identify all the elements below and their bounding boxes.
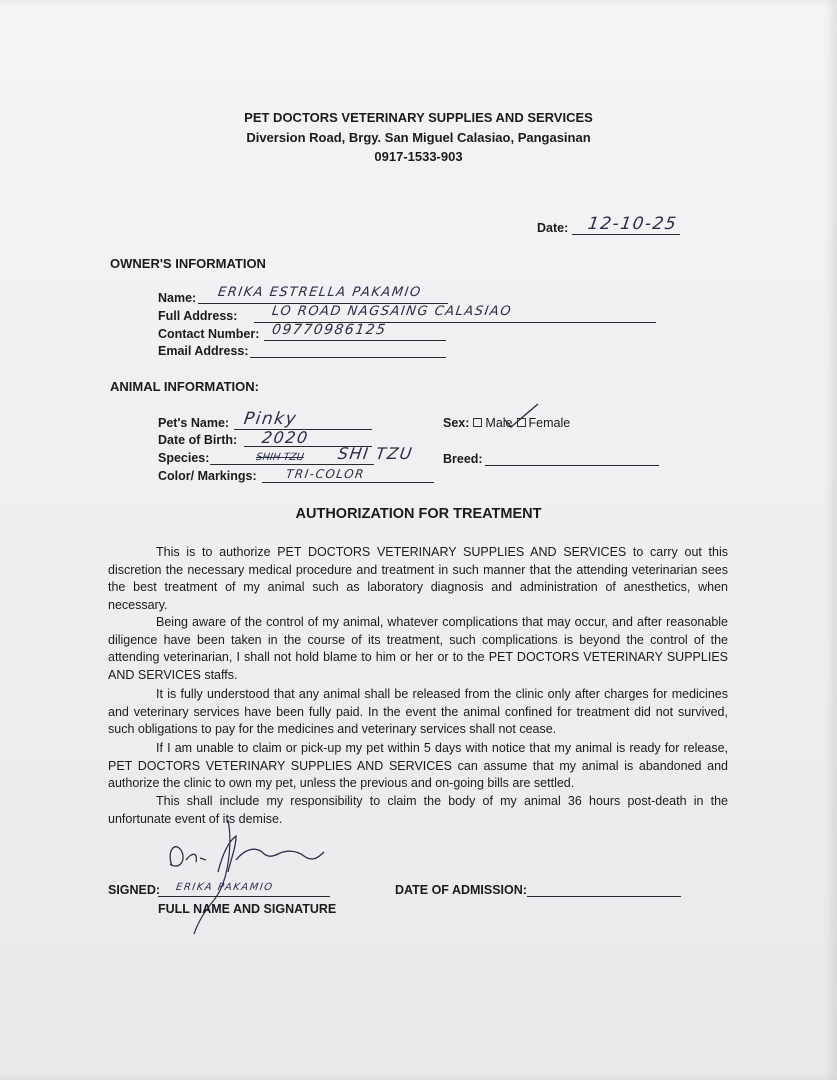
pet-name-label: Pet's Name: <box>158 416 230 430</box>
admission-label: DATE OF ADMISSION: <box>395 883 527 897</box>
color-label: Color/ Markings: <box>158 469 257 483</box>
date-label: Date: <box>537 221 569 235</box>
authorization-paragraph-1: This is to authorize PET DOCTORS VETERINARY SUPPLIES AND SERVICES to carry out this discretion the necessary medical procedure and treatment in such manner that the attending veterinarian sees the best treatment of my animal such as laboratory diagnosis and administration of anesthetics, when necessary. <box>108 545 728 612</box>
owner-heading: OWNER'S INFORMATION <box>110 256 266 271</box>
female-label: Female <box>528 416 571 430</box>
signature-caption: FULL NAME AND SIGNATURE <box>158 902 337 916</box>
name-value: ERIKA ESTRELLA PAKAMIO <box>216 285 423 300</box>
authorization-paragraph-3: It is fully understood that any animal shall be released from the clinic only after charges for medicines and veterinary services have been fully paid. In the event the animal confined for treatment did not survived, such obligations to pay for the medicines and veterinary services shall not cease. <box>108 687 728 737</box>
company-phone: 0917-1533-903 <box>374 149 463 164</box>
email-label: Email Address: <box>158 344 249 358</box>
animal-heading: ANIMAL INFORMATION: <box>110 379 259 394</box>
signed-name: ERIKA PAKAMIO <box>175 882 275 893</box>
company-name: PET DOCTORS VETERINARY SUPPLIES AND SERVICES <box>244 110 593 125</box>
date-value: 12-10-25 <box>586 214 679 234</box>
species-value: SHI TZU <box>336 444 415 463</box>
color-value: TRI-COLOR <box>285 467 366 481</box>
signed-label: SIGNED: <box>108 883 161 897</box>
authorization-paragraph-4: If I am unable to claim or pick-up my pet within 5 days with notice that my animal is ready for release, PET DOCTORS VETERINARY SUPPLIES AND SERVICES can assume that my animal is abandoned and authorize the clinic to own my pet, unless the previous and on-going bills are settled. <box>108 741 728 791</box>
admission-line <box>527 896 681 897</box>
pet-name-value: Pinky <box>242 409 299 429</box>
species-label: Species: <box>158 451 210 465</box>
dob-label: Date of Birth: <box>158 433 238 447</box>
breed-label: Breed: <box>443 452 483 466</box>
authorization-paragraph-2: Being aware of the control of my animal, whatever complications that may occur, and after reasonable diligence have been taken in the course of its treatment, such complications is beyond the control of the attending veterinarian, I shall not hold blame to him or her or to the PET DOCTORS VETERINARY SUPPLIES AND SERVICES staffs. <box>108 615 728 682</box>
contact-label: Contact Number: <box>158 327 260 341</box>
company-address: Diversion Road, Brgy. San Miguel Calasiao, Pangasinan <box>246 130 591 145</box>
dob-value: 2020 <box>260 428 311 447</box>
authorization-title: AUTHORIZATION FOR TREATMENT <box>295 506 542 522</box>
address-label: Full Address: <box>158 309 238 323</box>
name-label: Name: <box>158 291 197 305</box>
species-struck-value: SHIH TZU <box>255 452 305 463</box>
contact-value: 09770986125 <box>270 322 388 338</box>
male-label: Male <box>485 416 513 430</box>
sex-label: Sex: <box>443 416 470 430</box>
authorization-paragraph-5: This shall include my responsibility to claim the body of my animal 36 hours post-death in the unfortunate event of its demise. <box>108 794 728 826</box>
address-value: LO ROAD NAGSAING CALASIAO <box>270 304 513 319</box>
